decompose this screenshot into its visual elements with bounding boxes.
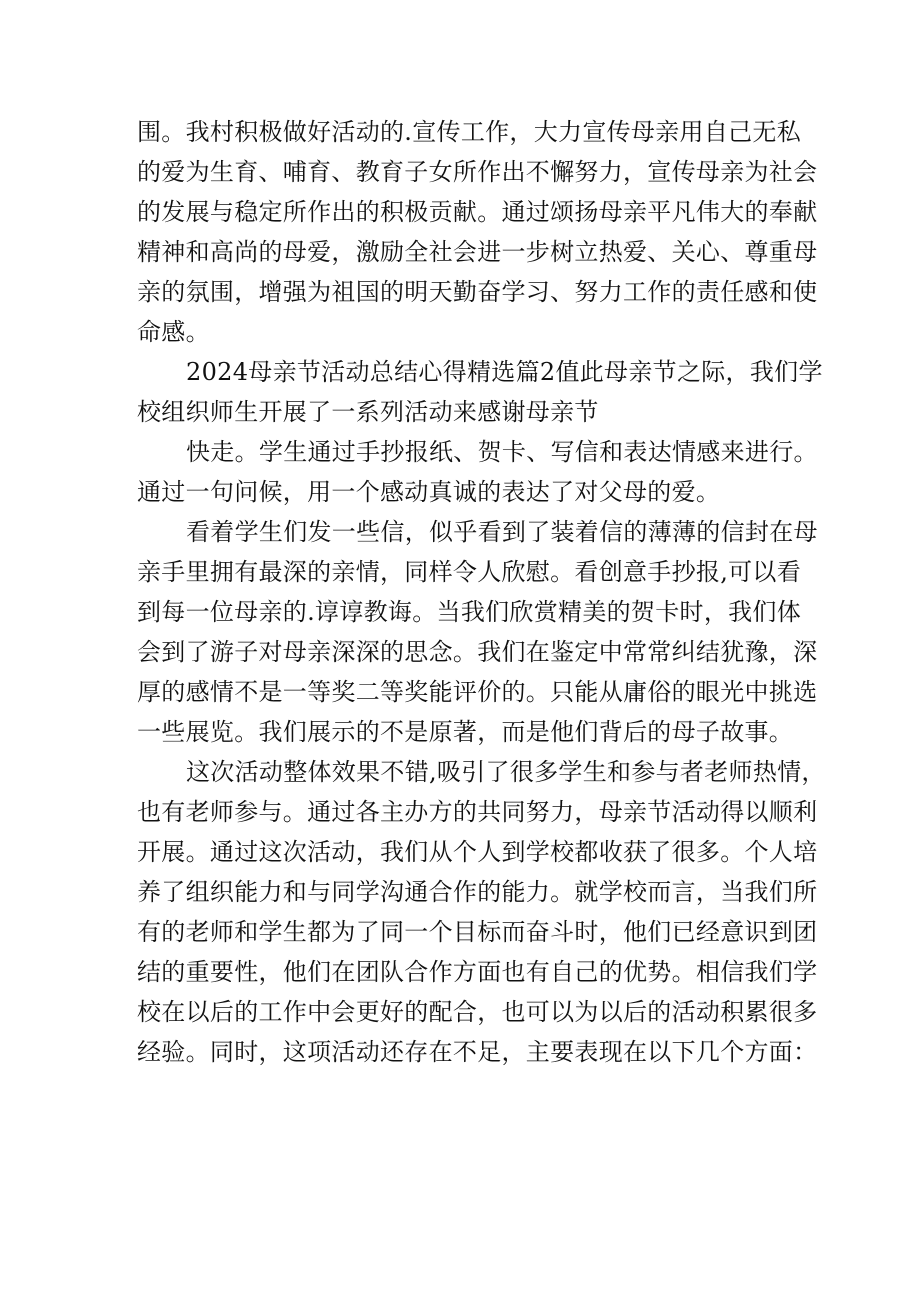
text-line: 校组织师生开展了一系列活动来感谢母亲节 — [137, 398, 599, 426]
text-line: 经验。同时，这项活动还存在不足，主要表现在以下几个方面： — [137, 1038, 818, 1066]
text-line: 精神和高尚的母爱，激励全社会进一步树立热爱、关心、尊重母 — [137, 238, 818, 266]
text-line: 会到了游子对母亲深深的思念。我们在鉴定中常常纠结犹豫，深 — [137, 638, 818, 666]
text-line: 校在以后的工作中会更好的配合，也可以为以后的活动积累很多 — [137, 998, 818, 1026]
text-line: 这次活动整体效果不错,吸引了很多学生和参与者老师热情， — [186, 758, 826, 786]
text-line: 厚的感情不是一等奖二等奖能评价的。只能从庸俗的眼光中挑选 — [137, 678, 818, 706]
text-line: 养了组织能力和与同学沟通合作的能力。就学校而言，当我们所 — [137, 878, 818, 906]
text-line: 亲手里拥有最深的亲情，同样令人欣慰。看创意手抄报,可以看 — [137, 558, 802, 586]
text-line: 也有老师参与。通过各主办方的共同努力，母亲节活动得以顺利 — [137, 798, 818, 826]
paragraph-heading-line: 2024母亲节活动总结心得精选篇2值此母亲节之际，我们学 — [186, 358, 823, 386]
text-line: 的爱为生育、哺育、教育子女所作出不懈努力，宣传母亲为社会 — [137, 158, 818, 186]
text-line: 一些展览。我们展示的不是原著，而是他们背后的母子故事。 — [137, 718, 794, 746]
text-line: 看着学生们发一些信，似乎看到了装着信的薄薄的信封在母 — [186, 518, 818, 546]
text-line: 有的老师和学生都为了同一个目标而奋斗时，他们已经意识到团 — [137, 918, 818, 946]
text-line: 围。我村积极做好活动的.宣传工作，大力宣传母亲用自己无私 — [137, 118, 802, 146]
text-line: 结的重要性，他们在团队合作方面也有自己的优势。相信我们学 — [137, 958, 818, 986]
text-line: 命感。 — [137, 318, 210, 346]
text-line: 开展。通过这次活动，我们从个人到学校都收获了很多。个人培 — [137, 838, 818, 866]
text-line: 通过一句问候，用一个感动真诚的表达了对父母的爱。 — [137, 478, 721, 506]
text-line: 的发展与稳定所作出的积极贡献。通过颂扬母亲平凡伟大的奉献 — [137, 198, 818, 226]
text-line: 到每一位母亲的.谆谆教诲。当我们欣赏精美的贺卡时，我们体 — [137, 598, 802, 626]
text-line: 快走。学生通过手抄报纸、贺卡、写信和表达情感来进行。 — [186, 438, 818, 466]
document-body — [137, 112, 826, 1072]
text-line: 亲的氛围，增强为祖国的明天勤奋学习、努力工作的责任感和使 — [137, 278, 818, 306]
